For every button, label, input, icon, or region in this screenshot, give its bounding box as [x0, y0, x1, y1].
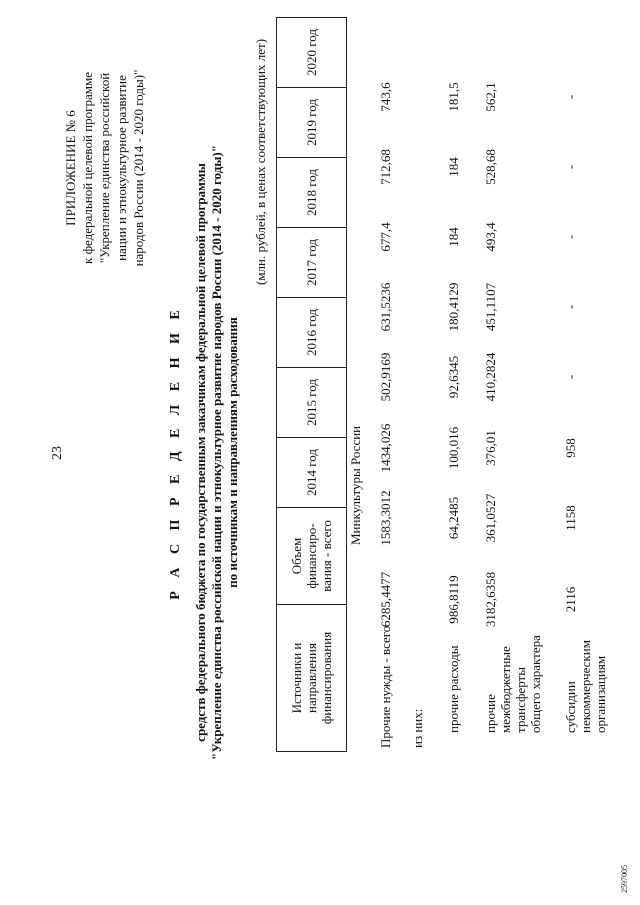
table-cell: 92,6345	[446, 355, 461, 399]
column-header: 2019 год	[277, 88, 347, 158]
table-cell: 181,5	[446, 82, 461, 112]
table-cell: -	[563, 164, 578, 170]
table-cell: 1583,3012	[378, 490, 393, 546]
table-cell: 986,8119	[446, 575, 461, 624]
funding-table-header	[276, 17, 347, 752]
table-cell: 3182,6358	[483, 571, 498, 628]
table-cell: -	[563, 94, 578, 100]
document-code: 2597005	[620, 865, 629, 893]
document-title: Р А С П Р Е Д Е Л Е Н И Е	[168, 305, 183, 600]
table-cell: 376,01	[483, 430, 498, 466]
table-cell: 743,6	[378, 82, 393, 112]
row-label: Прочие нужды - всего	[378, 625, 393, 748]
table-cell: 958	[563, 438, 578, 458]
column-header: 2016 год	[277, 298, 347, 368]
unit-note: (млн. рублей, в ценах соответствующих лет)	[253, 38, 268, 285]
table-cell: 451,1107	[483, 282, 498, 332]
table-cell: 562,1	[483, 82, 498, 112]
subtitle-line: "Укрепление единства российской нации и этнокультурное развитие народов России (2014 - 2020 годы)"	[209, 145, 224, 760]
column-header: 2017 год	[277, 228, 347, 298]
table-cell: -	[563, 234, 578, 240]
table-cell: 1434,026	[378, 423, 393, 473]
appendix-line: ПРИЛОЖЕНИЕ № 6	[63, 110, 78, 226]
table-cell: 410,2824	[483, 352, 498, 402]
column-header: Объем финансиро- вания - всего	[277, 508, 347, 605]
table-cell: 677,4	[378, 222, 393, 252]
page-number: 23	[50, 446, 65, 460]
table-cell: 631,5236	[378, 282, 393, 332]
appendix-line: нации и этнокультурное развитие	[114, 75, 129, 261]
row-label: прочие расходы	[446, 645, 461, 733]
table-cell: 64,2485	[446, 496, 461, 540]
column-header: 2015 год	[277, 368, 347, 438]
table-cell: 2116	[563, 586, 578, 613]
appendix-line: народов России (2014 - 2020 годы)"	[131, 69, 146, 267]
appendix-header	[62, 43, 147, 293]
table-cell: 6285,4477	[378, 571, 393, 628]
table-cell: 184	[446, 227, 461, 247]
section-label: Минкультуры России	[348, 425, 363, 545]
table-cell: 493,4	[483, 222, 498, 252]
table-cell: 502,9169	[378, 352, 393, 402]
table-cell: 712,68	[378, 149, 393, 185]
row-label: из них:	[410, 708, 425, 748]
table-cell: -	[563, 304, 578, 310]
table-cell: 1158	[563, 505, 578, 531]
subtitle-line: по источникам и направлениям расходования	[225, 317, 240, 588]
table-cell: 180,4129	[446, 282, 461, 332]
table-cell: 361,0527	[483, 493, 498, 543]
column-header: 2018 год	[277, 158, 347, 228]
column-header: Источники и направления финансирования	[277, 605, 347, 752]
table-cell: 184	[446, 157, 461, 177]
table-cell: 100,016	[446, 426, 461, 470]
row-label: субсидии некоммерческим организациям	[563, 640, 608, 733]
document-subtitle	[193, 40, 241, 865]
table-cell: 528,68	[483, 149, 498, 185]
table-cell: -	[563, 374, 578, 380]
column-header: 2014 год	[277, 438, 347, 508]
appendix-line: к федеральной целевой программе	[80, 72, 95, 264]
column-header: 2020 год	[277, 18, 347, 88]
subtitle-line: средств федерального бюджета по государственным заказчикам федеральной целевой программы	[193, 163, 208, 742]
appendix-line: "Укрепление единства российской	[97, 72, 112, 264]
row-label: прочие межбюджетные трансферты общего характера	[483, 635, 543, 733]
